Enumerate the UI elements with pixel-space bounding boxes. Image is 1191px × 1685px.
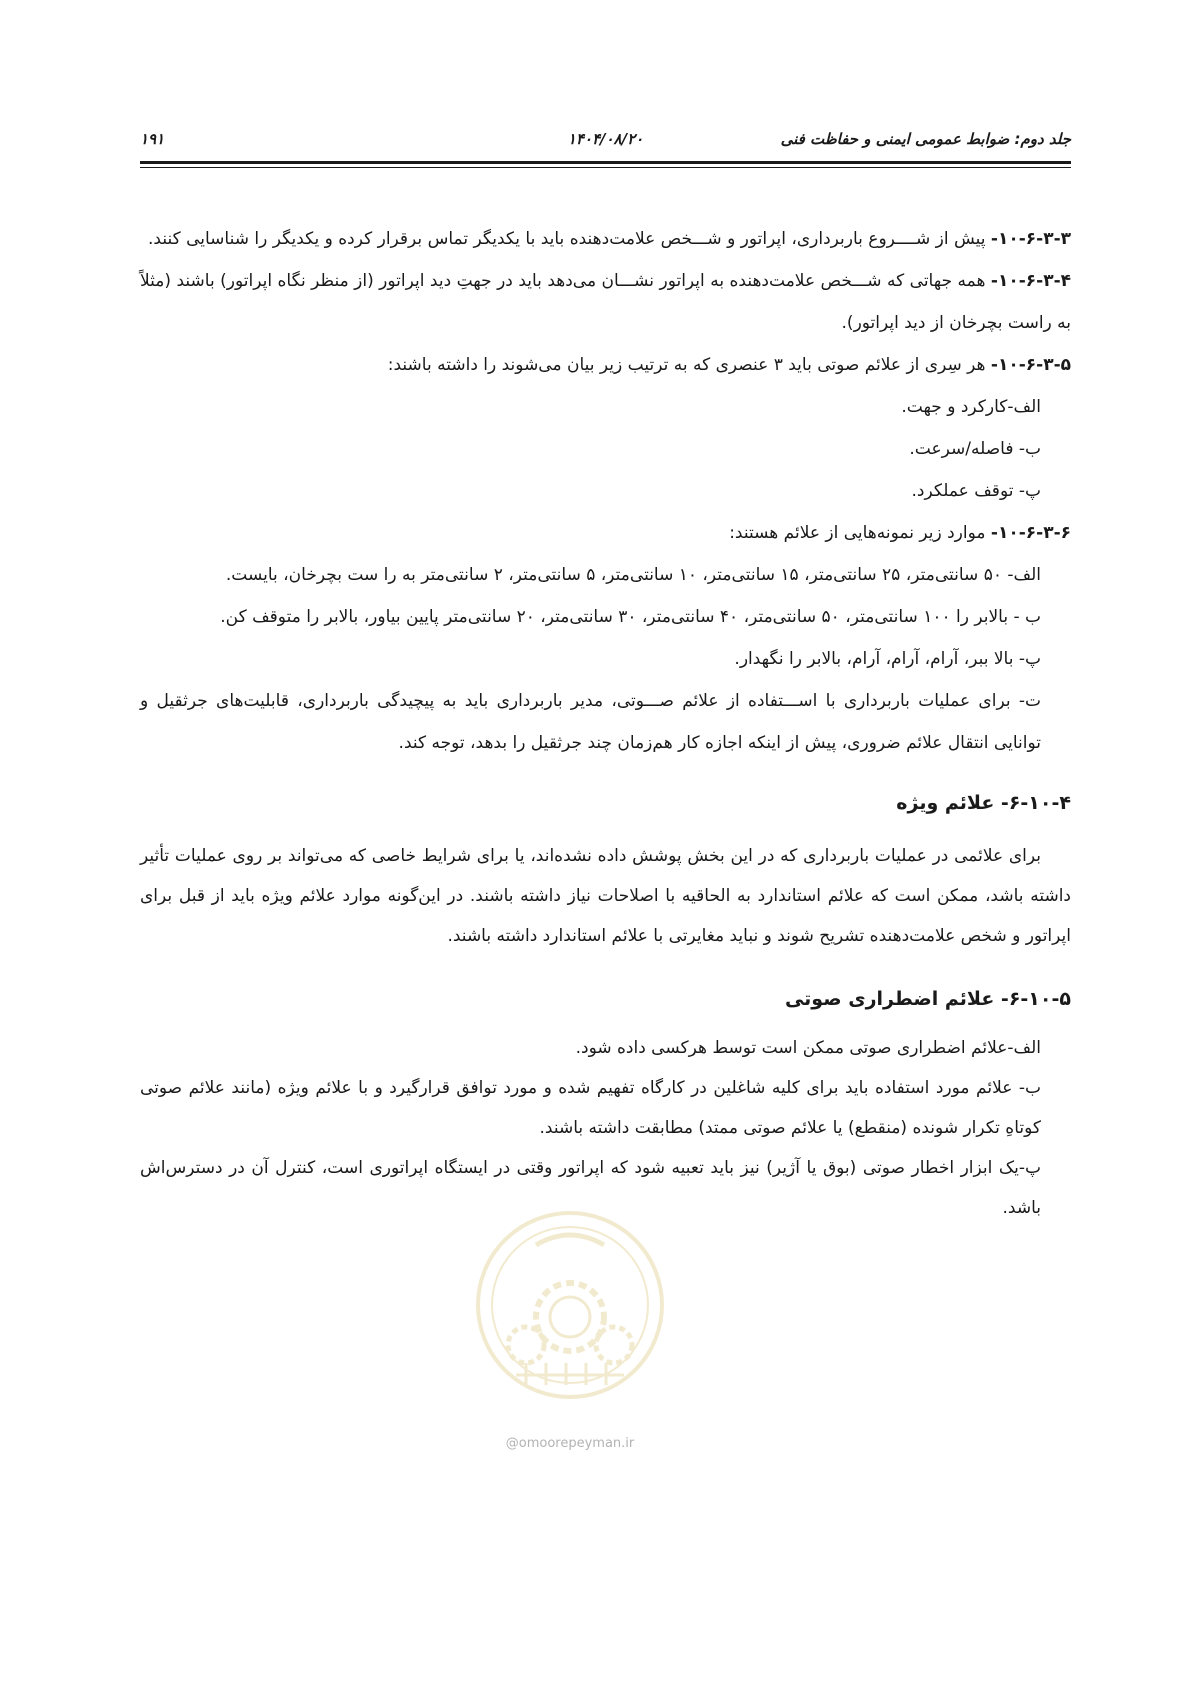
watermark-seal [456,1205,684,1405]
clause-10-6-3-5 [140,344,1071,386]
sublist-item: ب- فاصله/سرعت. [909,439,1041,459]
clause-number: ۱۰-۶-۳-۳- [990,229,1071,249]
example-item: ت- برای عملیات باربرداری با اســـتفاده از علائم صـــوتی، مدیر باربرداری باید به پیچیدگی باربرداری، قابلیت‌های جرثقیل و توانایی انتقال علائم ضروری، پیش از اینکه اجازه کار هم‌زمان چند جرثقیل را بدهد، توجه کند. [140,691,1041,753]
header-rule-thick [140,161,1071,164]
clause-10-6-3-3 [140,218,1071,260]
example-item: الف- ۵۰ سانتی‌متر، ۲۵ سانتی‌متر، ۱۵ سانتی‌متر، ۱۰ سانتی‌متر، ۵ سانتی‌متر، ۲ سانتی‌متر به را ست بچرخان، بایست. [225,565,1041,585]
clause-10-6-3-6 [140,512,1071,554]
header-rule-thin [140,167,1071,168]
emergency-item: پ-یک ابزار اخطار صوتی (بوق یا آژیر) نیز باید تعبیه شود که اپراتور وقتی در ایستگاه اپراتوری است، کنترل آن در دسترس‌اش باشد. [140,1158,1041,1218]
header-date: ۱۴۰۴/۰۸/۲۰ [567,130,644,148]
special-signals-paragraph: برای علائمی در عملیات باربرداری که در این بخش پوشش داده نشده‌اند، یا برای شرایط خاصی که می‌تواند بر روی عملیات تأثیر داشته باشد، ممکن است که علائم استاندارد به الحاقیه با اصلاحات نیاز داشته باشند. در این‌گونه موارد علائم ویژه باید از قبل برای اپراتور و شخص علامت‌دهنده تشریح شوند و نباید مغایرتی با علائم استاندارد داشته باشند. [140,846,1071,946]
sublist-item: پ- توقف عملکرد. [911,481,1041,501]
page-header [140,130,1071,156]
clause-text: پیش از شــــروع باربرداری، اپراتور و شـــخص علامت‌دهنده باید با یکدیگر تماس برقرار کرده و یکدیگر را شناسایی کنند. [148,229,991,249]
example-item: ب - بالابر را ۱۰۰ سانتی‌متر، ۵۰ سانتی‌متر، ۴۰ سانتی‌متر، ۳۰ سانتی‌متر، ۲۰ سانتی‌متر پایین بیاور، بالابر را متوقف کن. [220,607,1041,627]
emergency-item: ب- علائم مورد استفاده باید برای کلیه شاغلین در کارگاه تفهیم شده و مورد توافق قرارگیرد و با علائم ویژه (مانند علائم صوتی کوتاهِ تکرار شونده (منقطع) یا علائم صوتی ممتد) مطابقت داشته باشند. [140,1078,1041,1138]
emergency-audio-list [140,1028,1071,1228]
clause-number: ۱۰-۶-۳-۵- [990,355,1071,375]
page-number: ۱۹۱ [140,130,165,148]
clause-10-6-3-4 [140,260,1071,344]
clause-number: ۱۰-۶-۳-۶- [990,523,1071,543]
clause-text: همه جهاتی که شـــخص علامت‌دهنده به اپراتور نشـــان می‌دهد باید در جهتِ دید اپراتور (از منظر نگاه اپراتور) باشند (مثلاً به راست بچرخان از دید اپراتور). [140,271,1071,333]
volume-title: جلد دوم: ضوابط عمومی ایمنی و حفاظت فنی [780,130,1071,148]
sublist-item: الف-کارکرد و جهت. [901,397,1041,417]
clause-text: هر سِری از علائم صوتی باید ۳ عنصری که به ترتیب زیر بیان می‌شوند را داشته باشند: [387,355,991,375]
clause-text: موارد زیر نمونه‌هایی از علائم هستند: [729,523,991,543]
section-heading-emergency-audio: ۶-۱۰-۵- علائم اضطراری صوتی [784,988,1071,1010]
clause-number: ۱۰-۶-۳-۴- [990,271,1071,291]
example-item: پ- بالا ببر، آرام، آرام، آرام، بالابر را نگهدار. [734,649,1041,669]
emergency-item: الف-علائم اضطراری صوتی ممکن است توسط هرکسی داده شود. [575,1038,1041,1058]
watermark-site: @omoorepeyman.ir [505,1436,635,1451]
section-heading-special-signals: ۶-۱۰-۴- علائم ویژه [896,792,1071,814]
page-body [140,218,1071,1228]
